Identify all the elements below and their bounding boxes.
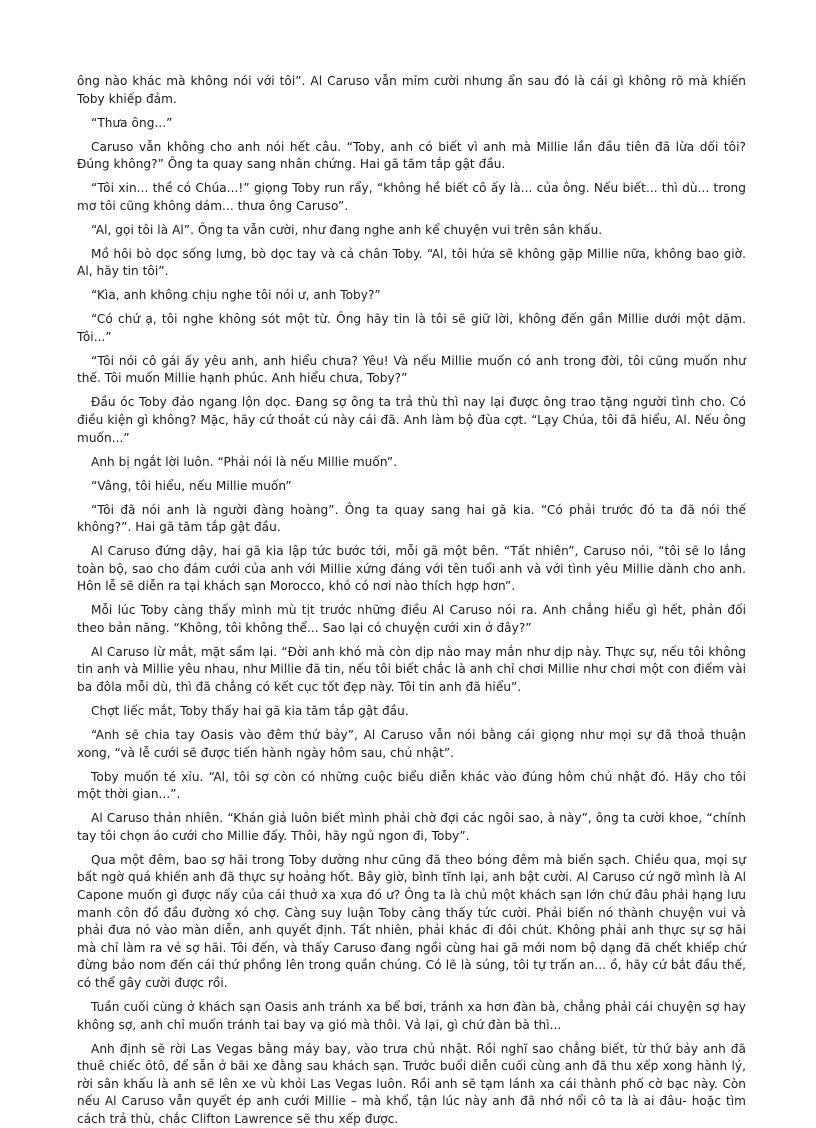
- paragraph: Al Caruso đứng dậy, hai gã kia lập tức bước tới, mỗi gã một bên. “Tất nhiên”, Caruso nói, “tôi sẽ lo lắng toàn bộ, sao cho đám cưới của anh với Millie xứng đáng với tên tuổi anh và với tình yêu Millie dành cho anh. Hôn lễ sẽ diễn ra tại khách sạn Morocco, khó có nơi nào thích hợp hơn”.: [77, 543, 746, 596]
- paragraph: Caruso vẫn không cho anh nói hết câu. “Toby, anh có biết vì anh mà Millie lần đầu tiên đã lừa dối tôi? Đúng không?” Ông ta quay sang nhân chứng. Hai gã tăm tắp gật đầu.: [77, 139, 746, 174]
- paragraph: Al Caruso lừ mắt, mặt sầm lại. “Đời anh khó mà còn dịp nào may mắn như dịp này. Thực sự, nếu tôi không tin anh và Millie yêu nhau, như Millie đã tin, nếu tôi biết chắc là anh chỉ chơi Millie như chơi một con điếm vài ba đôla mỗi dù, thì đã chẳng có kết cục tốt đẹp này. Tôi tin anh đã hiểu”.: [77, 644, 746, 697]
- paragraph: Mồ hôi bò dọc sống lưng, bò dọc tay và cả chân Toby. “Al, tôi hứa sẽ không gặp Millie nữa, không bao giờ. Al, hãy tin tôi”.: [77, 246, 746, 281]
- paragraph: “Vâng, tôi hiểu, nếu Millie muốn”: [77, 478, 746, 496]
- paragraph: Qua một đêm, bao sợ hãi trong Toby dường như cũng đã theo bóng đêm mà biến sạch. Chiều qua, mọi sự bất ngờ quá khiến anh đã thực sự hoảng hốt. Bây giờ, bình tĩnh lại, anh bật cười. Al Caruso cứ ngỡ mình là Al Capone muốn gì được nấy của cái thuở xa xưa đó ư? Ông ta là chủ một khách sạn lớn chứ đâu phải hạng lưu manh côn đồ đầu đường xó chợ. Càng suy luận Toby càng thấy tức cười. Phải biến nó thành chuyện vui và phải đưa nó vào màn diễn, anh quyết định. Tất nhiên, phải khác đi đôi chút. Không phải anh thực sự sợ hãi mà chỉ làm ra vẻ sợ hãi. Tôi đến, và thấy Caruso đang ngồi cùng hai gã mới nom bộ dạng đã chết khiếp chứ đừng bảo nom đến cái thứ phồng lên trong quần chúng. Có lẽ là súng, tôi tự trấn an... ồ, hãy cứ bắt đầu thế, có thể gây cười được rồi.: [77, 852, 746, 993]
- paragraph: “Anh sẽ chia tay Oasis vào đêm thứ bảy”, Al Caruso vẫn nói bằng cái giọng như mọi sự đã thoả thuận xong, “và lễ cưới sẽ được tiến hành ngày hôm sau, chủ nhật”.: [77, 727, 746, 762]
- paragraph: “Tôi nói cô gái ấy yêu anh, anh hiểu chưa? Yêu! Và nếu Millie muốn có anh trong đời, tôi cũng muốn như thế. Tôi muốn Millie hạnh phúc. Anh hiểu chưa, Toby?”: [77, 353, 746, 388]
- paragraph: Chợt liếc mắt, Toby thấy hai gã kia tăm tắp gật đầu.: [77, 703, 746, 721]
- paragraph: Al Caruso thản nhiên. “Khán giả luôn biết mình phải chờ đợi các ngôi sao, à này”, ông ta cười khoe, “chính tay tôi chọn áo cưới cho Millie đấy. Thôi, hãy ngủ ngon đi, Toby”.: [77, 810, 746, 845]
- paragraph: “Kìa, anh không chịu nghe tôi nói ư, anh Toby?”: [77, 287, 746, 305]
- paragraph: Anh bị ngắt lời luôn. “Phải nói là nếu Millie muốn”.: [77, 454, 746, 472]
- paragraph: “Có chứ ạ, tôi nghe không sót một từ. Ông hãy tin là tôi sẽ giữ lời, không đến gần Millie dưới một dặm. Tôi...”: [77, 311, 746, 346]
- paragraph: Toby muốn té xỉu. “Al, tôi sợ còn có những cuộc biểu diễn khác vào đúng hôm chủ nhật đó. Hãy cho tôi một thời gian...”.: [77, 769, 746, 804]
- paragraph: ông nào khác mà không nói với tôi”. Al Caruso vẫn mỉm cười nhưng ẩn sau đó là cái gì không rõ mà khiến Toby khiếp đảm.: [77, 73, 746, 108]
- paragraph: Anh định sẽ rời Las Vegas bằng máy bay, vào trưa chủ nhật. Rồi nghĩ sao chẳng biết, từ thứ bảy anh đã thuê chiếc ôtô, để sẵn ở bãi xe đằng sau khách sạn. Trước buổi diễn cuối cùng anh đã thu xếp xong hành lý, rời sân khấu là anh sẽ lên xe vù khỏi Las Vegas luôn. Rồi anh sẽ tạm lánh xa cái thành phố cờ bạc này. Còn nếu Al Caruso vẫn quyết ép anh cưới Millie – mà khổ, tận lúc này anh đã nhớ nổi cô ta là ai đâu- hoặc tìm cách trả thù, chắc Clifton Lawrence sẽ thu xếp được.: [77, 1041, 746, 1128]
- paragraph: “Thưa ông...”: [77, 115, 746, 133]
- paragraph: Mỗi lúc Toby càng thấy mình mù tịt trước những điều Al Caruso nói ra. Anh chẳng hiểu gì hết, phản đối theo bản năng. “Không, tôi không thể... Sao lại có chuyện cưới xin ở đây?”: [77, 602, 746, 637]
- paragraph: “Tôi đã nói anh là người đàng hoàng”. Ông ta quay sang hai gã kia. “Có phải trước đó ta đã nói thế không?”. Hai gã tăm tắp gật đầu.: [77, 502, 746, 537]
- paragraph: “Al, gọi tôi là Al”. Ông ta vẫn cười, như đang nghe anh kể chuyện vui trên sân khấu.: [77, 222, 746, 240]
- paragraph: Tuần cuối cùng ở khách sạn Oasis anh tránh xa bể bơi, tránh xa hơn đàn bà, chẳng phải cái chuyện sợ hay không sợ, anh chỉ muốn tránh tai bay vạ gió mà thôi. Vả lại, gì chứ đàn bà thì...: [77, 999, 746, 1034]
- paragraph: “Tôi xin... thề có Chúa...!” giọng Toby run rẩy, “không hề biết cô ấy là... của ông. Nếu biết... thì dù... trong mơ tôi cũng không dám... thưa ông Caruso”.: [77, 180, 746, 215]
- paragraph: Đầu óc Toby đảo ngang lộn dọc. Đang sợ ông ta trả thù thì nay lại được ông trao tặng người tình cho. Có điều kiện gì không? Mặc, hãy cứ thoát cú này cái đã. Anh làm bộ đùa cợt. “Lạy Chúa, tôi đã hiểu, Al. Nếu ông muốn...”: [77, 394, 746, 447]
